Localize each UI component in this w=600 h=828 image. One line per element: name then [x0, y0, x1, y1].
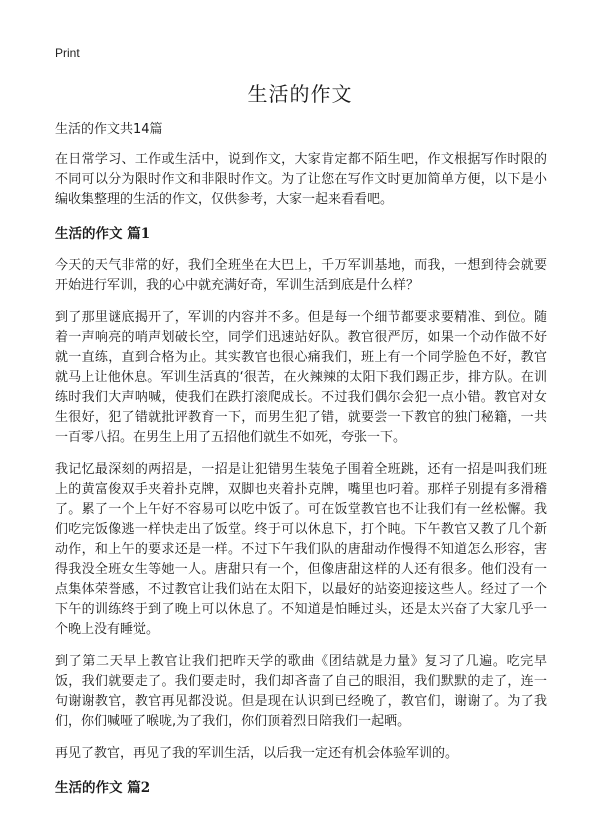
- section-heading: 生活的作文 篇2: [55, 780, 151, 796]
- intro-paragraph: 在日常学习、工作或生活中，说到作文，大家肯定都不陌生吧，作文根据写作时限的不同可以分为限时作文和非限时作文。为了让您在写作文时更加简单方便，以下是小编收集整理的生活的作文，仅供参考，大家一起来看看吧。: [55, 152, 547, 207]
- section-paragraph: 到了第二天早上教官让我们把昨天学的歌曲《团结就是力量》复习了几遍。吃完早饭，我们就要走了。我们要走时，我们却吝啬了自己的眼泪，我们默默的走了，连一句谢谢教官，教官再见都没说。但是现在认识到已经晚了，教官们，谢谢了。为了我们，你们喊哑了喉咙,为了我们，你们顶着烈日陪我们一起晒。: [55, 654, 547, 729]
- section-paragraph: 再见了教官，再见了我的军训生活，以后我一定还有机会体验军训的。: [55, 746, 459, 761]
- document-title: 生活的作文: [247, 82, 353, 106]
- document-body: [55, 120, 547, 810]
- section-paragraph: 今天的天气非常的好，我们全班坐在大巴上，千万军训基地，而我，一想到待会就要开始进行军训，我的心中就充满好奇，军训生活到底是什么样？: [55, 258, 547, 293]
- print-button[interactable]: Print: [55, 46, 80, 60]
- section-paragraph: 我记忆最深刻的两招是，一招是让犯错男生装兔子围着全班跳，还有一招是叫我们班上的黄富俊双手夹着扑克牌，双脚也夹着扑克牌，嘴里也叼着。那样子别提有多滑稽了。累了一个上午好不容易可以吃中饭了。可在饭堂教官也不让我们有一丝松懈。我们吃完饭像逃一样快走出了饭堂。终于可以休息下，打个盹。下午教官又教了几个新动作，和上午的要求还是一样。不过下午我们队的唐甜动作慢得不知道怎么形容，害得我没全班女生等她一人。唐甜只有一个，但像唐甜这样的人还有很多。他们没有一点集体荣誉感，不过教官让我们站在太阳下，以最好的站姿迎接这些人。经过了一个下午的训练终于到了晚上可以休息了。不知道是怕睡过头，还是太兴奋了大家几乎一个晚上没有睡觉。: [55, 462, 547, 637]
- section-paragraph: 到了那里谜底揭开了，军训的内容并不多。但是每一个细节都要求要精准、到位。随着一声响亮的哨声划破长空，同学们迅速站好队。教官很严厉，如果一个动作做不好就一直练，直到合格为止。其实教官也很心痛我们，班上有一个同学脸色不好，教官就马上让他休息。军训生活真的‘很苦，在火辣辣的太阳下我们踢正步，排方队。在训练时我们大声呐喊，使我们在跌打滚爬成长。不过我们偶尔会犯一点小错。教官对女生很好，犯了错就批评教育一下，而男生犯了错，就要尝一下教官的独门秘籍，一共一百零八招。在男生上用了五招他们就生不如死，夸张一下。: [55, 310, 547, 445]
- article-count: 生活的作文共14篇: [55, 122, 163, 137]
- section-heading: 生活的作文 篇1: [55, 226, 151, 242]
